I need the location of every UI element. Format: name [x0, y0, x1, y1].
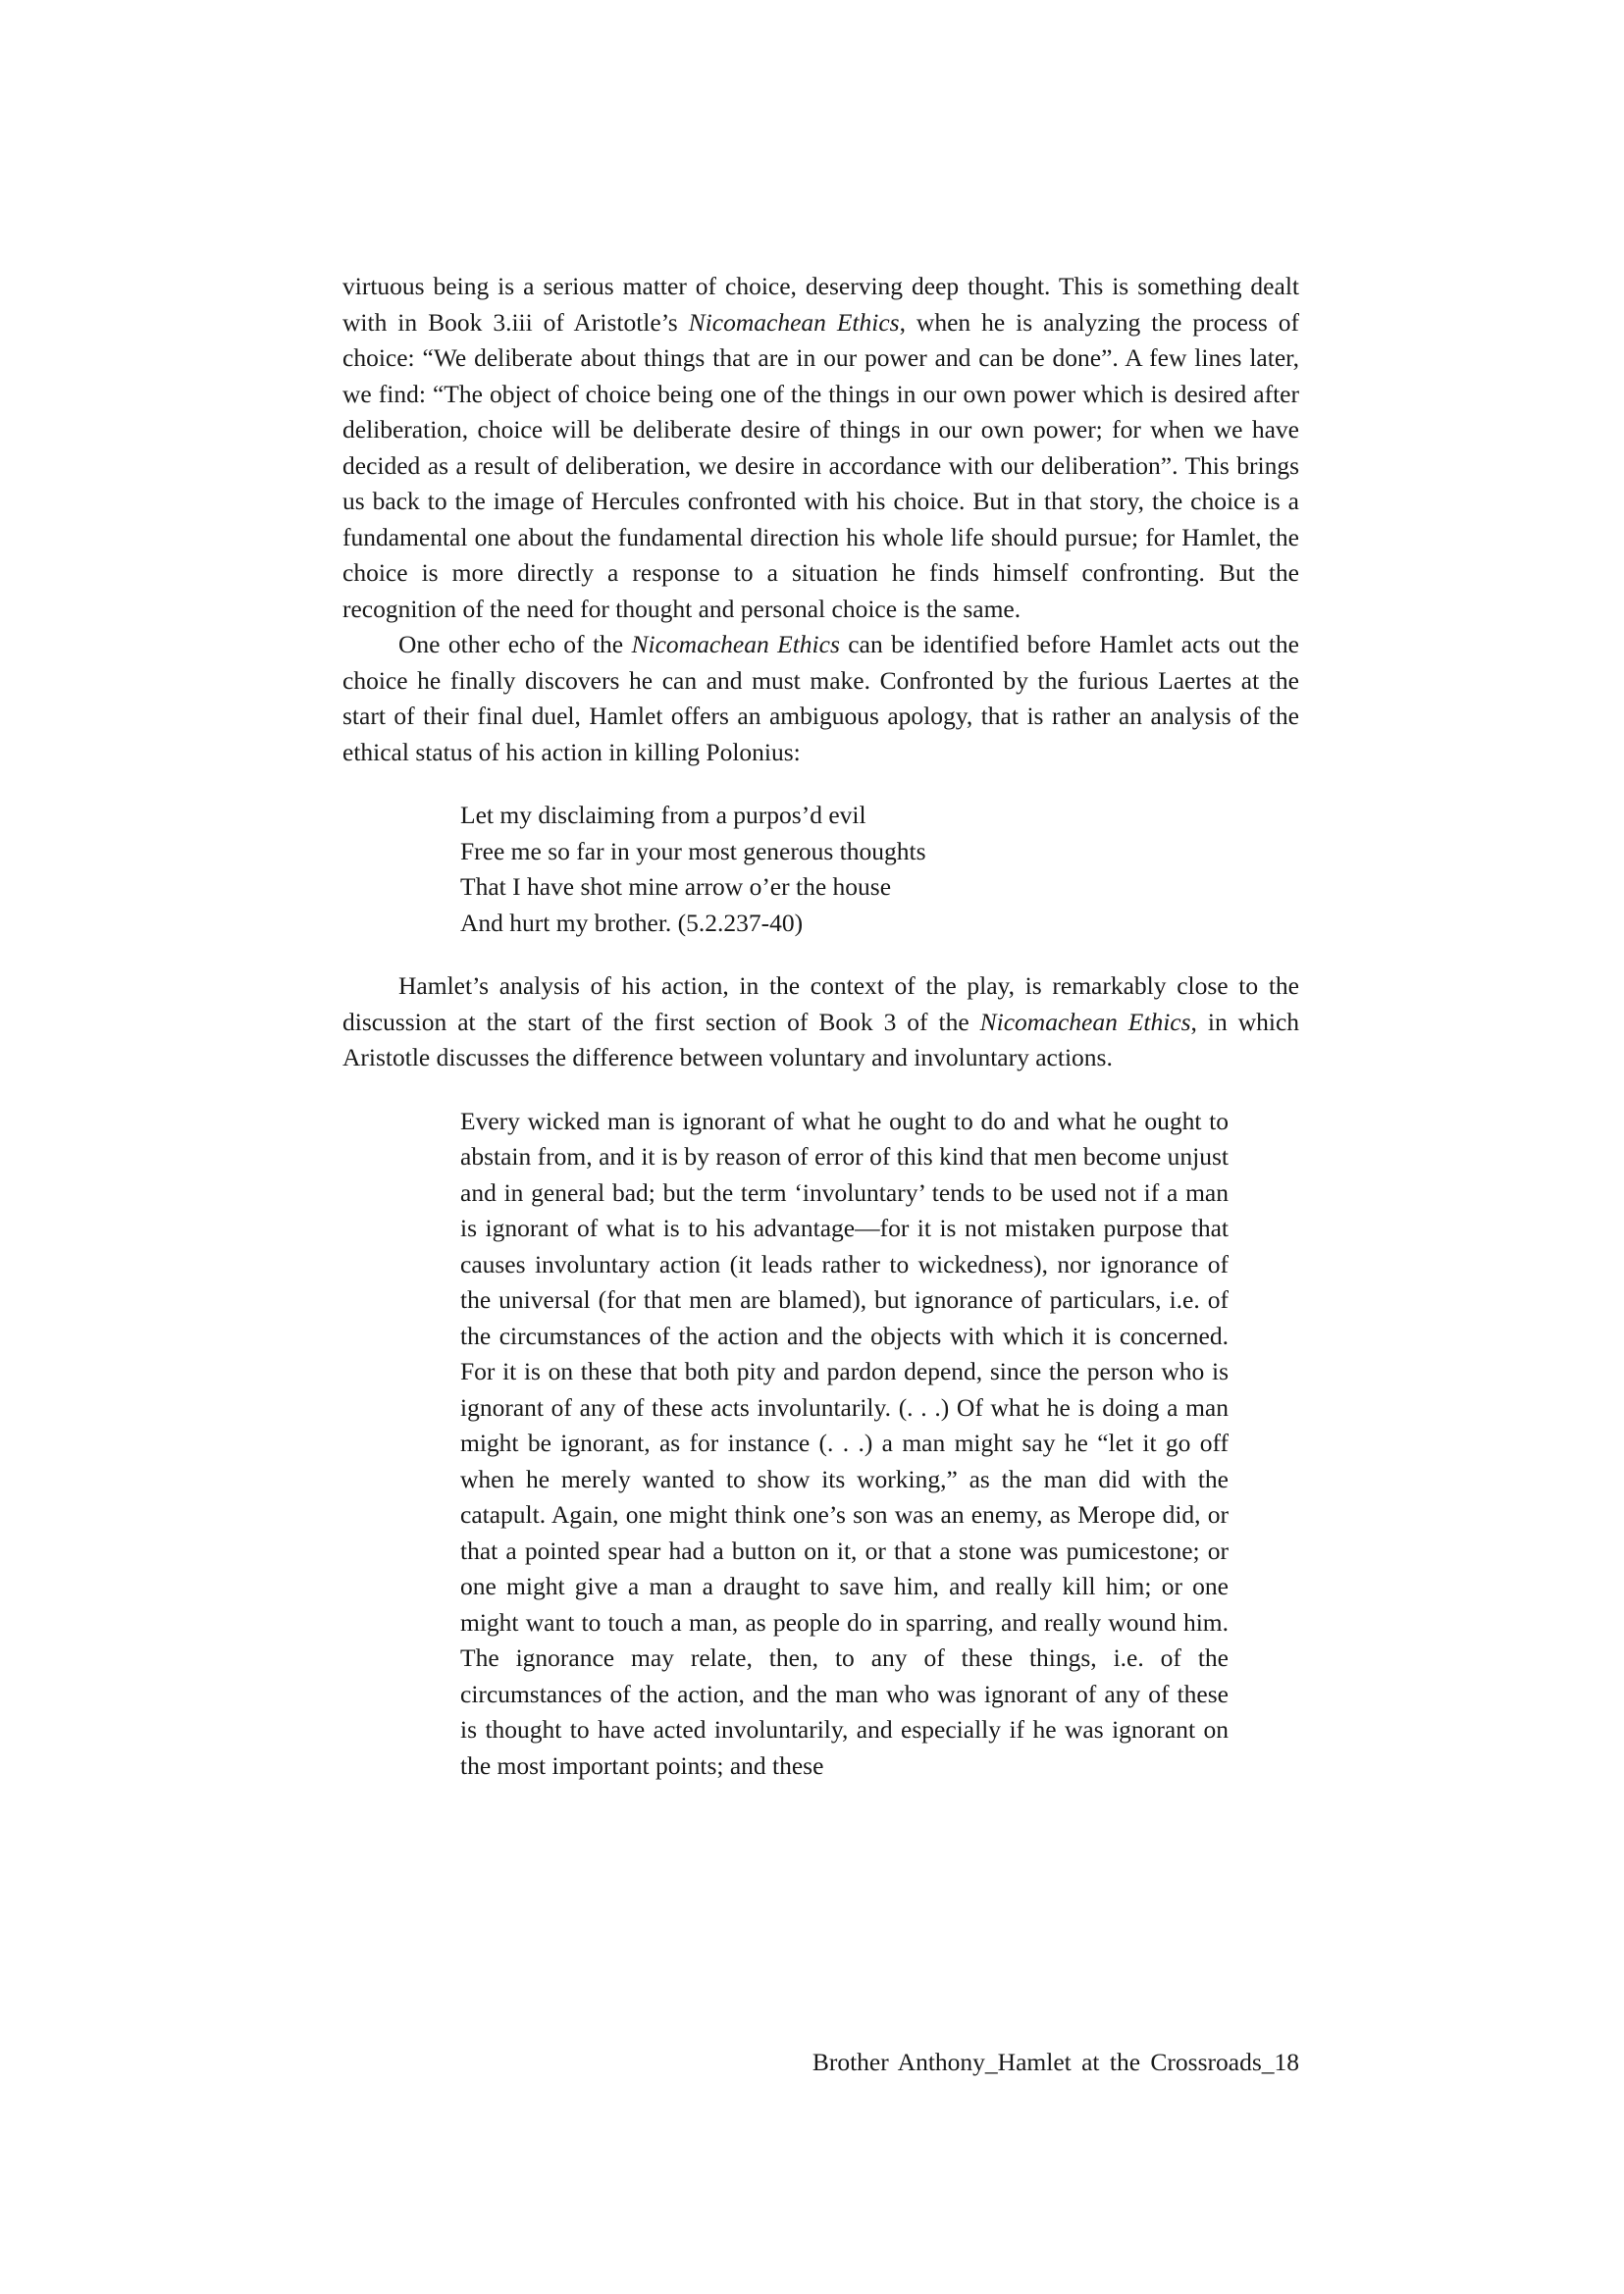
paragraph-2-text-a: One other echo of the [398, 630, 632, 658]
paragraph-3-text-b: , in which Aristotle discusses the difference between voluntary and involuntary actions. [342, 1007, 1300, 1071]
paragraph-3 [342, 968, 1299, 1076]
verse-line: Free me so far in your most generous thoughts [460, 836, 926, 865]
verse-quotation [460, 798, 1299, 941]
page-footer: Brother Anthony_Hamlet at the Crossroads_18 [812, 2048, 1299, 2076]
paragraph-1-text-b: , when he is analyzing the process of choice: “We deliberate about things that are in our power and can be done”. A few lines later, we find: “The object of choice being one of the things in our own power which is desired after deliberation, choice will be deliberate desire of things in our own power; for when we have decided as a result of deliberation, we desire in accordance with our deliberation”. This brings us back to the image of Hercules confronted with his choice. But in that story, the choice is a fundamental one about the fundamental direction his whole life should pursue; for Hamlet, the choice is more directly a response to a situation he finds himself confronting. But the recognition of the need for thought and personal choice is the same. [342, 307, 1300, 623]
book-title-italic: Nicomachean Ethics [688, 307, 900, 337]
book-title-italic: Nicomachean Ethics [979, 1007, 1191, 1036]
paragraph-2 [342, 627, 1299, 770]
verse-line: Let my disclaiming from a purpos’d evil [460, 801, 866, 829]
verse-line: That I have shot mine arrow o’er the house [460, 872, 892, 901]
block-quotation: Every wicked man is ignorant of what he ought to do and what he ought to abstain from, and it is by reason of error of this kind that men become unjust and in general bad; but the term ‘involuntary’ tends to be used not if a man is ignorant of what is to his advantage—for it is not mistaken purpose that causes involuntary action (it leads rather to wickedness), nor ignorance of the universal (for that men are blamed), but ignorance of particulars, i.e. of the circumstances of the action and the objects with which it is concerned. For it is on these that both pity and pardon depend, since the person who is ignorant of any of these acts involuntarily. (. . .) Of what he is doing a man might be ignorant, as for instance (. . .) a man might say he “let it go off when he merely wanted to show its working,” as the man did with the catapult. Again, one might think one’s son was an enemy, as Merope did, or that a pointed spear had a button on it, or that a stone was pumicestone; or one might give a man a draught to save him, and really kill him; or one might want to touch a man, as people do in sparring, and really wound him. The ignorance may relate, then, to any of these things, i.e. of the circumstances of the action, and the man who was ignorant of any of these is thought to have acted involuntarily, and especially if he was ignorant on the most important points; and these [460, 1106, 1229, 1780]
book-title-italic: Nicomachean Ethics [631, 630, 840, 658]
paragraph-2-text-b: can be identified before Hamlet acts out the choice he finally discovers he can and must make. Confronted by the furious Laertes at the start of their final duel, Hamlet offers an ambiguous apology, that is rather an analysis of the ethical status of his action in killing Polonius: [342, 630, 1299, 766]
verse-line: And hurt my brother. (5.2.237-40) [460, 908, 804, 937]
paragraph-1-text-a: virtuous being is a serious matter of choice, deserving deep thought. This is something dealt with in Book 3.iii of Aristotle’s [342, 272, 1299, 337]
paragraph-1 [342, 269, 1299, 627]
document-body [342, 269, 1299, 1784]
paragraph-3-text-a: Hamlet’s analysis of his action, in the context of the play, is remarkably close to the discussion at the start of the first section of Book 3 of the [342, 971, 1299, 1036]
